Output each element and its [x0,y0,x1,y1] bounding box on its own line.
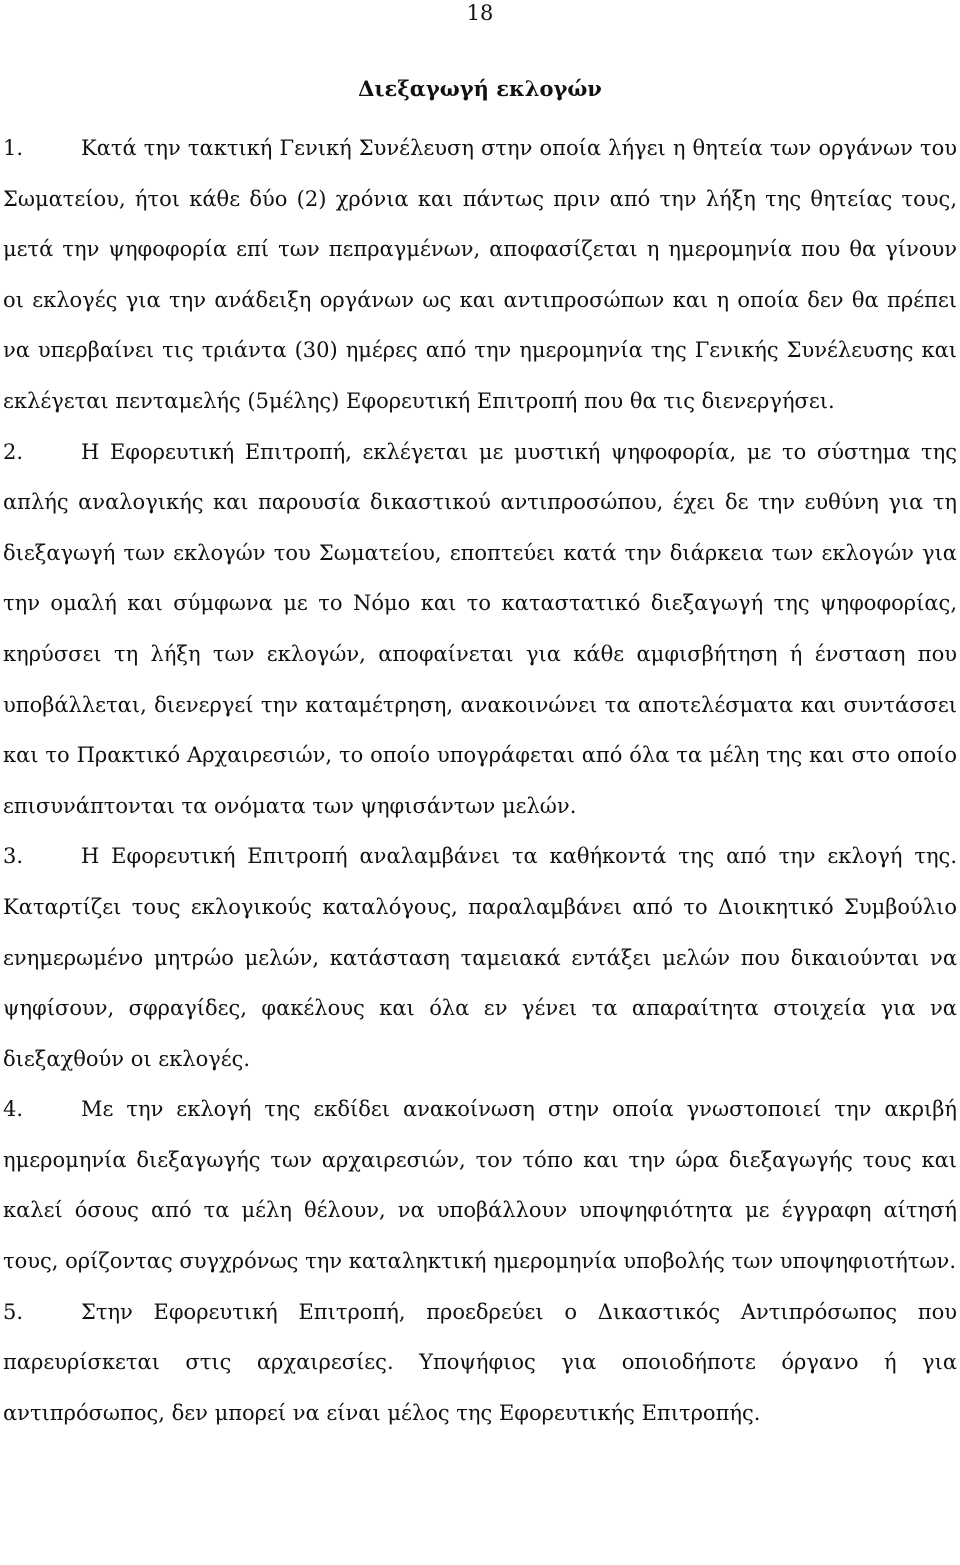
paragraph-1 [3,123,957,427]
paragraph-text: Με την εκλογή της εκδίδει ανακοίνωση στην οποία γνωστοποιεί την ακριβή ημερομηνία διεξαγωγής των αρχαιρεσιών, τον τόπο και την ώρα διεξαγωγής τους και καλεί όσους από τα μέλη θέλουν, να υποβάλλουν υποψηφιότητα με έγγραφη αίτησή τους, ορίζοντας συγχρόνως την καταληκτική ημερομηνία υποβολής των υποψηφιοτήτων. [3,1097,957,1274]
section-heading: Διεξαγωγή εκλογών [358,76,602,101]
paragraph-3 [3,831,957,1084]
paragraph-number: 1. [3,136,24,160]
document-body [3,123,957,1438]
paragraph-4 [3,1084,957,1286]
paragraph-text: Η Εφορευτική Επιτροπή, εκλέγεται με μυστική ψηφοφορία, με το σύστημα της απλής αναλογικής και παρουσία δικαστικού αντιπροσώπου, έχει δε την ευθύνη για τη διεξαγωγή των εκλογών του Σωματείου, εποπτεύει κατά την διάρκεια των εκλογών για την ομαλή και σύμφωνα με το Νόμο και το καταστατικό διεξαγωγή της ψηφοφορίας, κηρύσσει τη λήξη των εκλογών, αποφαίνεται για κάθε αμφισβήτηση ή ένσταση που υποβάλλεται, διενεργεί την καταμέτρηση, ανακοινώνει τα αποτελέσματα και συντάσσει και το Πρακτικό Αρχαιρεσιών, το οποίο υπογράφεται από όλα τα μέλη της και στο οποίο επισυνάπτονται τα ονόματα των ψηφισάντων μελών. [3,439,957,818]
paragraph-number: 5. [3,1299,24,1324]
page-number: 18 [466,1,494,25]
paragraph-text: Η Εφορευτική Επιτροπή αναλαμβάνει τα καθήκοντά της από την εκλογή της. Καταρτίζει τους εκλογικούς καταλόγους, παραλαμβάνει από το Διοικητικό Συμβούλιο ενημερωμένο μητρώο μελών, κατάσταση ταμειακά εντάξει μελών που δικαιούνται να ψηφίσουν, σφραγίδες, φακέλους και όλα εν γένει τα απαραίτητα στοιχεία για να διεξαχθούν οι εκλογές. [3,844,957,1071]
paragraph-text: Στην Εφορευτική Επιτροπή, προεδρεύει ο Δικαστικός Αντιπρόσωπος που παρευρίσκεται στις αρχαιρεσίες. Υποψήφιος για οποιοδήποτε όργανο ή για αντιπρόσωπος, δεν μπορεί να είναι μέλος της Εφορευτικής Επιτροπής. [3,1299,957,1425]
paragraph-text: Κατά την τακτική Γενική Συνέλευση στην οποία λήγει η θητεία των οργάνων του Σωματείου, ήτοι κάθε δύο (2) χρόνια και πάντως πριν από την λήξη της θητείας τους, μετά την ψηφοφορία επί των πεπραγμένων, αποφασίζεται η ημερομηνία που θα γίνουν οι εκλογές για την ανάδειξη οργάνων ως και αντιπροσώπων και η οποία δεν θα πρέπει να υπερβαίνει τις τριάντα (30) ημέρες από την ημερομηνία της Γενικής Συνέλευσης και εκλέγεται πενταμελής (5μέλης) Εφορευτική Επιτροπή που θα τις διενεργήσει. [3,136,957,413]
paragraph-2 [3,427,957,832]
paragraph-number: 3. [3,844,24,869]
paragraph-5 [3,1287,957,1439]
paragraph-number: 4. [3,1097,24,1122]
paragraph-number: 2. [3,439,24,464]
